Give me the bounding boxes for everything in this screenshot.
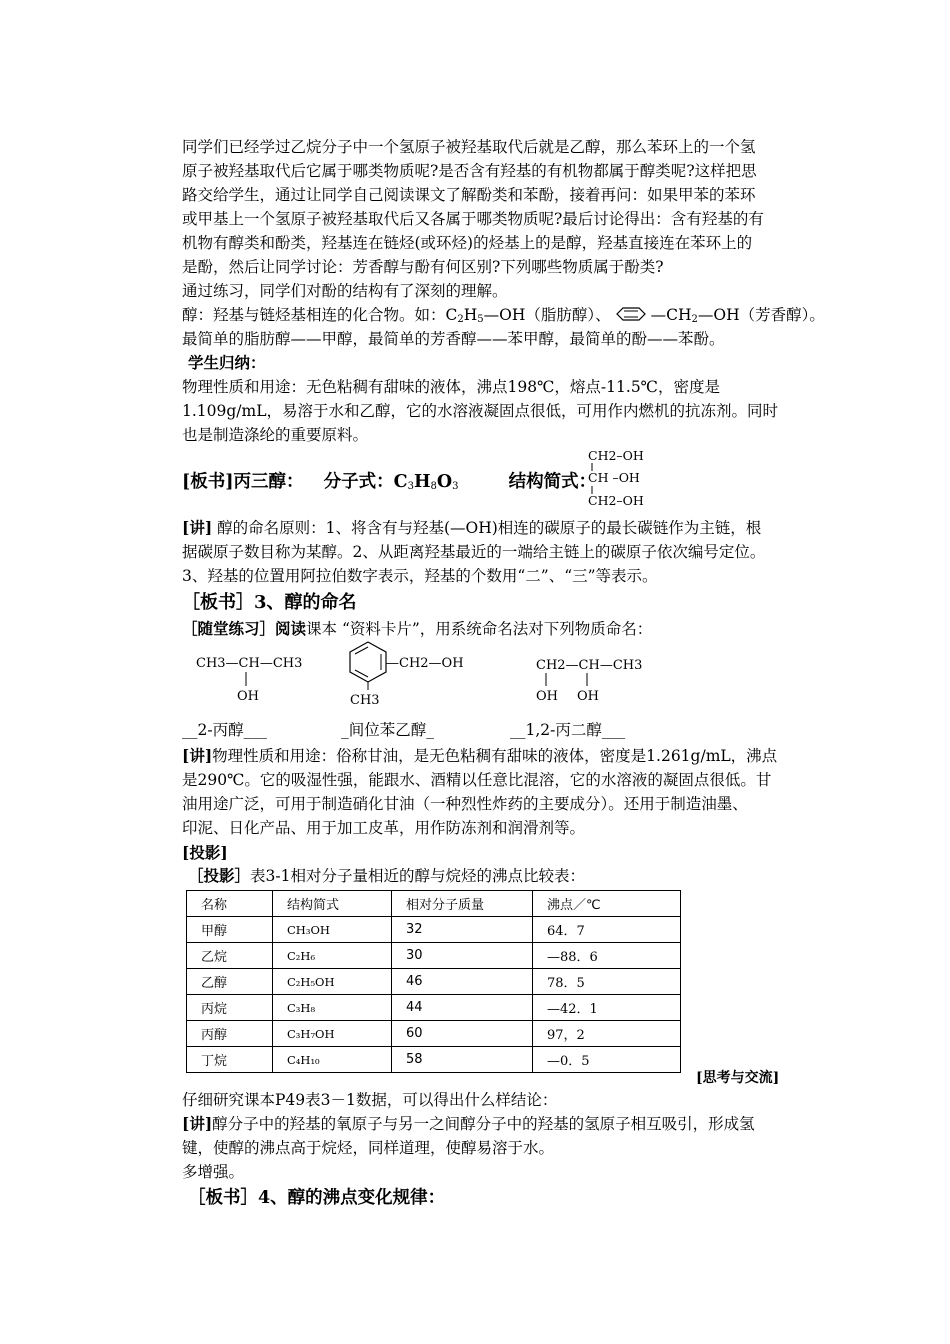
table-cell: C₂H₆ (273, 943, 392, 969)
text-line: 最简单的脂肪醇——甲醇，最简单的芳香醇——苯甲醇，最简单的酚——苯酚。 (182, 330, 725, 348)
table-cell: —42．1 (533, 995, 681, 1021)
exercise-structures (190, 640, 660, 720)
answer-2: _间位苯乙醇_ (341, 721, 435, 739)
table-cell: 78．5 (533, 969, 681, 995)
text-line: 据碳原子数目称为某醇。2、从距离羟基最近的一端给主链上的碳原子依次编号定位。 (182, 543, 766, 561)
table-cell: C₂H₅OH (273, 969, 392, 995)
table-cell: 30 (392, 943, 533, 969)
benzene-ring-icon (611, 306, 651, 322)
projection-label: [投影] (182, 843, 228, 862)
boiling-point-table (186, 890, 681, 1073)
answer-3: __1,2-丙二醇___ (510, 721, 626, 739)
heading-naming: ［板书］3、醇的命名 (182, 592, 357, 613)
table-cell: 丙醇 (187, 1021, 273, 1047)
text-line: 印泥、日化产品、用于加工皮革，用作防冻剂和润滑剂等。 (182, 819, 586, 837)
table-cell: 64．7 (533, 917, 681, 943)
table-cell: 乙醇 (187, 969, 273, 995)
table-cell: 乙烷 (187, 943, 273, 969)
structure-2-side: —CH2—OH (386, 656, 464, 671)
table-cell: CH₃OH (273, 917, 392, 943)
text-line: 是酚，然后让同学讨论：芳香醇与酚有何区别?下列哪些物质属于酚类? (182, 258, 664, 276)
table-cell: 32 (392, 917, 533, 943)
glycerol-row-3: CH2–OH (588, 493, 644, 508)
table-cell: 丁烷 (187, 1047, 273, 1073)
structure-3-oh-2: OH (577, 689, 599, 704)
table-row (187, 917, 681, 943)
table-header: 名称 (187, 891, 273, 917)
table-cell: C₄H₁₀ (273, 1047, 392, 1073)
text-line: 多增强。 (182, 1163, 245, 1181)
table-cell: 60 (392, 1021, 533, 1047)
think-exchange-label: [思考与交流] (696, 1070, 780, 1086)
text-line: 原子被羟基取代后它属于哪类物质呢?是否含有羟基的有机物都属于醇类呢?这样把思 (182, 162, 757, 180)
table-cell: 甲醇 (187, 917, 273, 943)
alcohol-definition: 醇：羟基与链烃基相连的化合物。如：$C_2H_5—OH$（脂肪醇）、 $—CH_2—OH$（芳香醇）。 (182, 306, 825, 325)
text-line: 同学们已经学过乙烷分子中一个氢原子被羟基取代后就是乙醇，那么苯环上的一个氢 (182, 138, 756, 156)
table-row (187, 1021, 681, 1047)
exercise-line: ［随堂练习］阅读课本 “资料卡片”，用系统命名法对下列物质命名： (182, 619, 653, 638)
text-line: 是290℃。它的吸湿性强，能跟水、酒精以任意比混溶，它的水溶液的凝固点很低。甘 (182, 771, 772, 789)
text-line: 或甲基上一个氢原子被羟基取代后又各属于哪类物质呢?最后讨论得出：含有羟基的有 (182, 210, 764, 228)
text-line: 通过练习，同学们对酚的结构有了深刻的理解。 (182, 282, 508, 300)
structure-1-oh: OH (237, 689, 259, 704)
heading-boiling-rule: ［板书］4、醇的沸点变化规律： (188, 1188, 446, 1208)
glycerin-line: [讲]物理性质和用途：俗称甘油，是无色粘稠有甜味的液体，密度是1.261g/mL，沸点 (182, 746, 778, 765)
glycerol-row-1: CH2–OH (588, 448, 644, 463)
table-row (187, 995, 681, 1021)
text-line: 键，使醇的沸点高于烷烃，同样道理，使醇易溶于水。 (182, 1139, 555, 1157)
table-row (187, 1047, 681, 1073)
table-header-row (187, 891, 681, 917)
table-row (187, 969, 681, 995)
table-cell: —88．6 (533, 943, 681, 969)
structure-3-main: CH2—CH—CH3 (536, 658, 643, 673)
table-header: 沸点／℃ (533, 891, 681, 917)
text-line: 1.109g/mL，易溶于水和乙醇，它的水溶液凝固点很低，可用作内燃机的抗冻剂。同时 (182, 402, 779, 420)
structure-1-main: CH3—CH—CH3 (196, 656, 303, 671)
table-caption: ［投影］表3-1相对分子量相近的醇与烷烃的沸点比较表： (188, 866, 585, 885)
structure-3-oh-1: OH (536, 689, 558, 704)
table-header: 相对分子质量 (392, 891, 533, 917)
table-cell: —0．5 (533, 1047, 681, 1073)
table-cell: 58 (392, 1047, 533, 1073)
table-cell: 丙烷 (187, 995, 273, 1021)
table-cell: C₃H₈ (273, 995, 392, 1021)
text-line: 机物有醇类和酚类，羟基连在链烃(或环烃)的烃基上的是醇，羟基直接连在苯环上的 (182, 234, 753, 252)
text-line: 物理性质和用途：无色粘稠有甜味的液体，沸点198℃，熔点-11.5℃，密度是 (182, 378, 721, 396)
glycerol-structure (584, 446, 654, 512)
structure-2-methyl: CH3 (350, 693, 380, 708)
answer-1: __2-丙醇___ (182, 721, 267, 739)
student-summary-label: 学生归纳： (188, 353, 266, 372)
glycerol-board-line: [板书]丙三醇： 分子式：$C_3H_8O_3$ 结构简式： (182, 472, 597, 492)
text-line: 油用途广泛，可用于制造硝化甘油（一种烈性炸药的主要成分）。还用于制造油墨、 (182, 795, 748, 813)
text-line: 也是制造涤纶的重要原料。 (182, 426, 369, 444)
table-cell: 44 (392, 995, 533, 1021)
table-header: 结构简式 (273, 891, 392, 917)
table-cell: 46 (392, 969, 533, 995)
text-line: 3、羟基的位置用阿拉伯数字表示，羟基的个数用“二”、“三”等表示。 (182, 567, 658, 585)
glycerol-row-2: CH –OH (588, 470, 640, 485)
table-cell: C₃H₇OH (273, 1021, 392, 1047)
text-line: 路交给学生，通过让同学自己阅读课文了解酚类和苯酚，接着再问：如果甲苯的苯环 (182, 186, 756, 204)
table-cell: 97，2 (533, 1021, 681, 1047)
table-row (187, 943, 681, 969)
hbond-line: [讲]醇分子中的羟基的氧原子与另一之间醇分子中的羟基的氢原子相互吸引，形成氢 (182, 1114, 755, 1133)
text-line: 仔细研究课本P49表3－1数据，可以得出什么样结论： (182, 1091, 558, 1109)
naming-rule-line: [讲] 醇的命名原则：1、将含有与羟基(—OH)相连的碳原子的最长碳链作为主链，根 (182, 518, 762, 537)
